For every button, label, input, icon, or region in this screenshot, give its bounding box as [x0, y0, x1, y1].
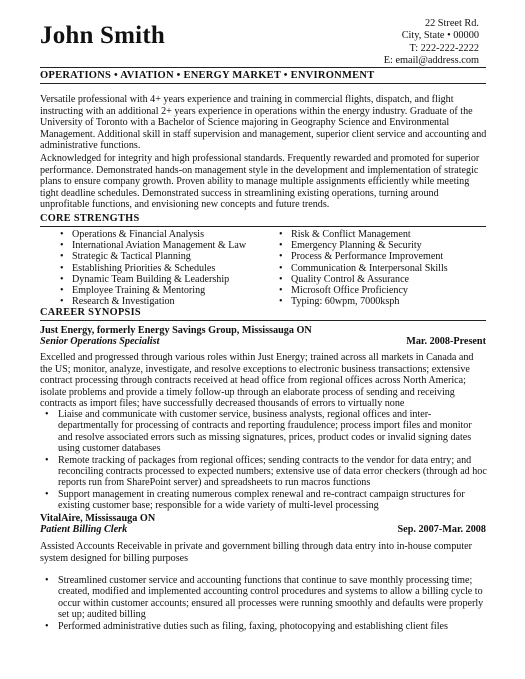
list-item: • Process & Performance Improvement — [277, 251, 448, 262]
contact-city: City, State • 00000 — [401, 30, 479, 42]
list-item: • Strategic & Tactical Planning — [58, 251, 246, 262]
job-1-position: Senior Operations Specialist — [40, 336, 160, 347]
job-2-company: VitalAire, Mississauga ON — [40, 513, 156, 524]
summary-paragraph-2: Acknowledged for integrity and high professional standards. Frequently rewarded and promoted for superior performance. Demonstrated hands-on management style in the development and implementation of strategic plans to ensure company growth. Proven ability to manage multiple assignments efficiently while meeting tight deadline schedules. Demonstrated success in streamlining existing operations, turning around unprofitable functions, and envisioning new concepts and future trends. — [40, 153, 480, 211]
list-item: • Quality Control & Assurance — [277, 274, 448, 285]
list-item: • Establishing Priorities & Schedules — [58, 263, 246, 274]
core-strengths-rule — [40, 226, 486, 227]
list-item: • Research & Investigation — [58, 296, 246, 307]
list-item: • Microsoft Office Proficiency — [277, 285, 448, 296]
list-item: • Risk & Conflict Management — [277, 229, 448, 240]
job-2-position: Patient Billing Clerk — [40, 524, 128, 535]
candidate-name: John Smith — [40, 22, 165, 49]
job-1-description: Excelled and progressed through various roles within Just Energy; trained across all markets in Canada and the US; monitor, analyze, investigate, and resolve exceptions to electronic business transactions; extensive contract processing through contracts received at head office from regional offices across North America; isolate problems and provide a timely follow-up through an elaborate process of sending and receiving contracts as import files; have successfully decreased thousands of errors to virtually none — [40, 352, 474, 410]
job-2-dates: Sep. 2007-Mar. 2008 — [397, 524, 486, 535]
core-strengths-right-list — [277, 229, 448, 307]
core-strengths-left-list — [58, 229, 246, 307]
career-synopsis-title: CAREER SYNOPSIS — [40, 307, 141, 318]
contact-email: E: email@address.com — [383, 55, 479, 67]
list-item: • International Aviation Management & Law — [58, 240, 246, 251]
job-1-company: Just Energy, formerly Energy Savings Group, Mississauga ON — [40, 325, 312, 336]
summary-paragraph-1: Versatile professional with 4+ years experience and training in commercial flights, dispatch, and flight instructing with an additional 2+ years experience in operations within the energy industry. Graduate of the University of Toronto with a Bachelor of Science majoring in Geography Science and Environmental Management. Additional skill in staff supervision and management, superior client service and accounting and administrative functions. — [40, 94, 487, 152]
career-synopsis-rule — [40, 320, 486, 321]
list-item: • Dynamic Team Building & Leadership — [58, 274, 246, 285]
job-2-description: Assisted Accounts Receivable in private and government billing through data entry into in-house computer system designed for billing purposes — [40, 541, 472, 564]
list-item: • Performed administrative duties such as filing, faxing, photocopying and establishing client files — [44, 621, 488, 632]
list-item: • Communication & Interpersonal Skills — [277, 263, 448, 274]
list-item: • Employee Training & Mentoring — [58, 285, 246, 296]
headline: OPERATIONS • AVIATION • ENERGY MARKET • ENVIRONMENT — [40, 70, 375, 81]
job-2-bullets — [44, 575, 488, 632]
job-1-subheader — [40, 336, 486, 348]
list-item: • Streamlined customer service and accounting functions that continue to save monthly processing time; created, modified and implemented accounting control procedures and systems to allow a billing cycle to occur within customer accounts; ensured all processes were running smoothly and defaults were properly set up; audited billing — [44, 575, 488, 621]
core-strengths-title: CORE STRENGTHS — [40, 213, 140, 224]
list-item: • Liaise and communicate with customer service, business analysts, regional offices and inter-departmentally for processing of contracts and reporting fraudulence; process import files and monitor and resolve associated errors such as missing signatures, prices, product codes or invalid signing dates using customer databases — [44, 409, 488, 455]
list-item: • Remote tracking of packages from regional offices; sending contracts to the vendor for data entry; and reconciling contracts processed to expected numbers; extensive use of data error checkers (through ad hoc reports run from SharePoint server) and spreadsheets to run macros functions — [44, 455, 488, 489]
job-2-subheader — [40, 524, 486, 536]
header-rule-top — [40, 67, 486, 68]
contact-address: 22 Street Rd. — [424, 18, 479, 29]
list-item: • Emergency Planning & Security — [277, 240, 448, 251]
header-rule-bottom — [40, 83, 486, 84]
contact-phone: T: 222-222-2222 — [409, 42, 479, 54]
job-1-dates: Mar. 2008-Present — [406, 336, 486, 347]
list-item: • Typing: 60wpm, 7000ksph — [277, 296, 448, 307]
list-item: • Support management in creating numerous complex renewal and re-contract campaign structures for existing customer base; responsible for a wide variety of multi-level processing — [44, 489, 488, 512]
contact-block — [384, 18, 479, 68]
job-1-bullets — [44, 409, 488, 512]
list-item: • Operations & Financial Analysis — [58, 229, 246, 240]
